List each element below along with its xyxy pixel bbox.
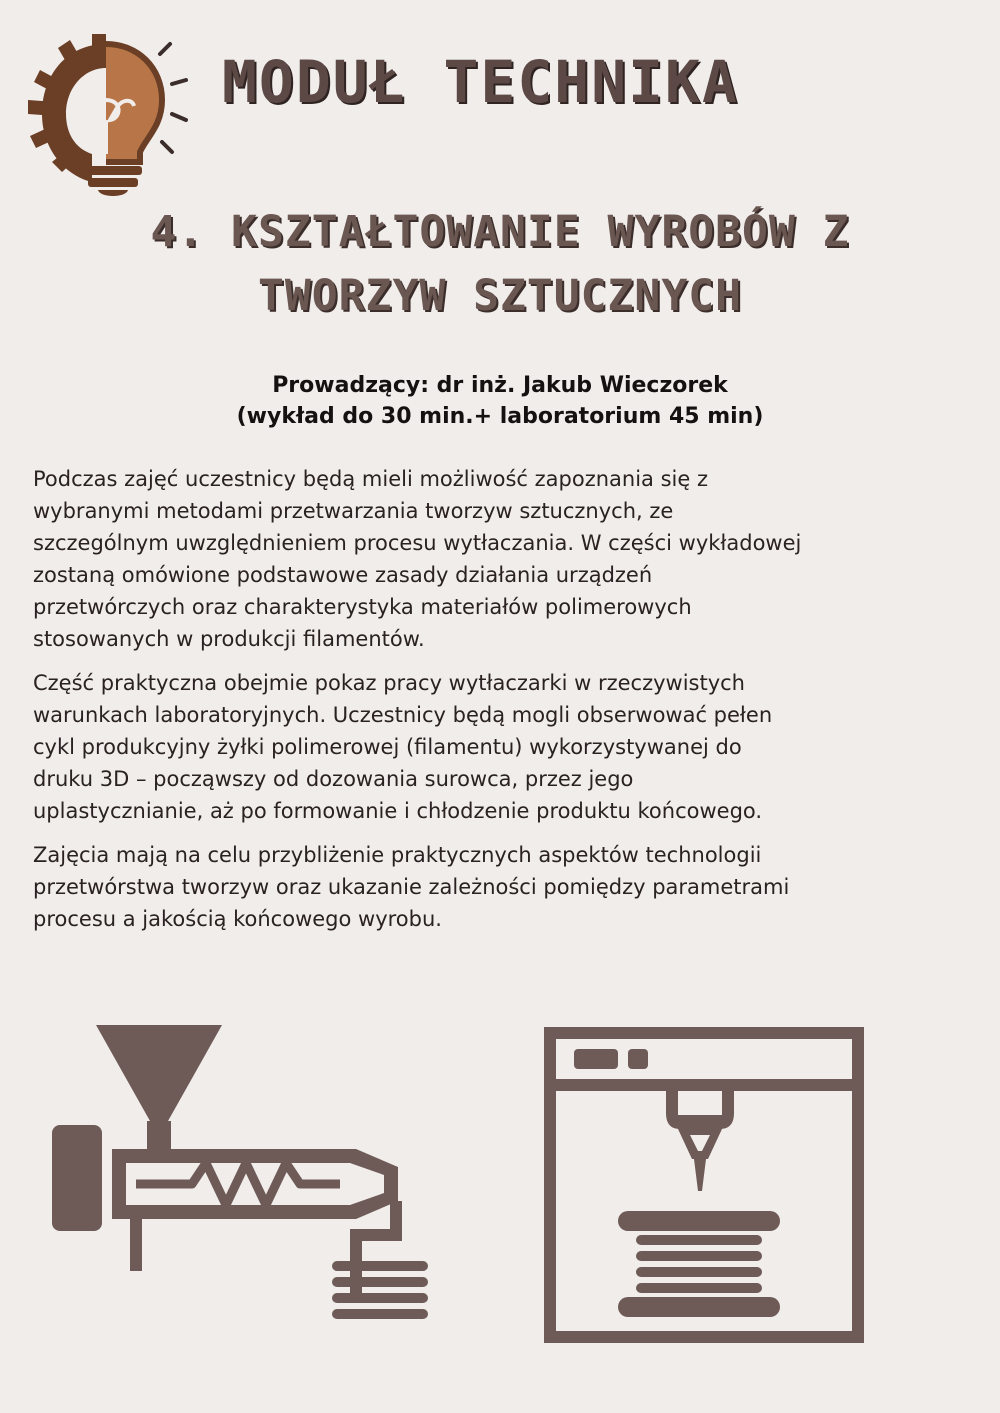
session-title [0, 200, 1000, 328]
extruder-icon [50, 1025, 430, 1325]
session-title-line: 4. KSZTAŁTOWANIE WYROBÓW Z [150, 207, 850, 257]
text-line: zostaną omówione podstawowe zasady działania urządzeń [33, 563, 653, 587]
description [33, 463, 973, 947]
presenter-name: Prowadzący: dr inż. Jakub Wieczorek [272, 373, 728, 398]
text-line: cykl produkcyjny żyłki polimerowej (filamentu) wykorzystywanej do [33, 735, 742, 759]
presenter-info [0, 370, 1000, 432]
text-line: Część praktyczna obejmie pokaz pracy wytłaczarki w rzeczywistych [33, 671, 745, 695]
text-line: procesu a jakością końcowego wyrobu. [33, 907, 442, 931]
paragraph [33, 463, 973, 655]
text-line: szczególnym uwzględnieniem procesu wytłaczania. W części wykładowej [33, 531, 802, 555]
text-line: Zajęcia mają na celu przybliżenie praktycznych aspektów technologii [33, 843, 762, 867]
text-line: Podczas zajęć uczestnicy będą mieli możliwość zapoznania się z [33, 467, 708, 491]
text-line: stosowanych w produkcji filamentów. [33, 627, 425, 651]
text-line: przetwórstwa tworzyw oraz ukazanie zależności pomiędzy parametrami [33, 875, 790, 899]
text-line: warunkach laboratoryjnych. Uczestnicy będą mogli obserwować pełen [33, 703, 773, 727]
gear-lightbulb-icon [22, 22, 190, 198]
module-title: MODUŁ TECHNIKA [222, 48, 739, 116]
session-duration: (wykład do 30 min.+ laboratorium 45 min) [236, 404, 764, 429]
3d-printer-icon [540, 1025, 870, 1345]
text-line: wybranymi metodami przetwarzania tworzyw sztucznych, ze [33, 499, 674, 523]
text-line: uplastycznianie, aż po formowanie i chłodzenie produktu końcowego. [33, 799, 763, 823]
session-title-line: TWORZYW SZTUCZNYCH [258, 271, 742, 321]
text-line: druku 3D – począwszy od dozowania surowca, przez jego [33, 767, 634, 791]
paragraph [33, 839, 973, 935]
paragraph [33, 667, 973, 827]
text-line: przetwórczych oraz charakterystyka materiałów polimerowych [33, 595, 692, 619]
